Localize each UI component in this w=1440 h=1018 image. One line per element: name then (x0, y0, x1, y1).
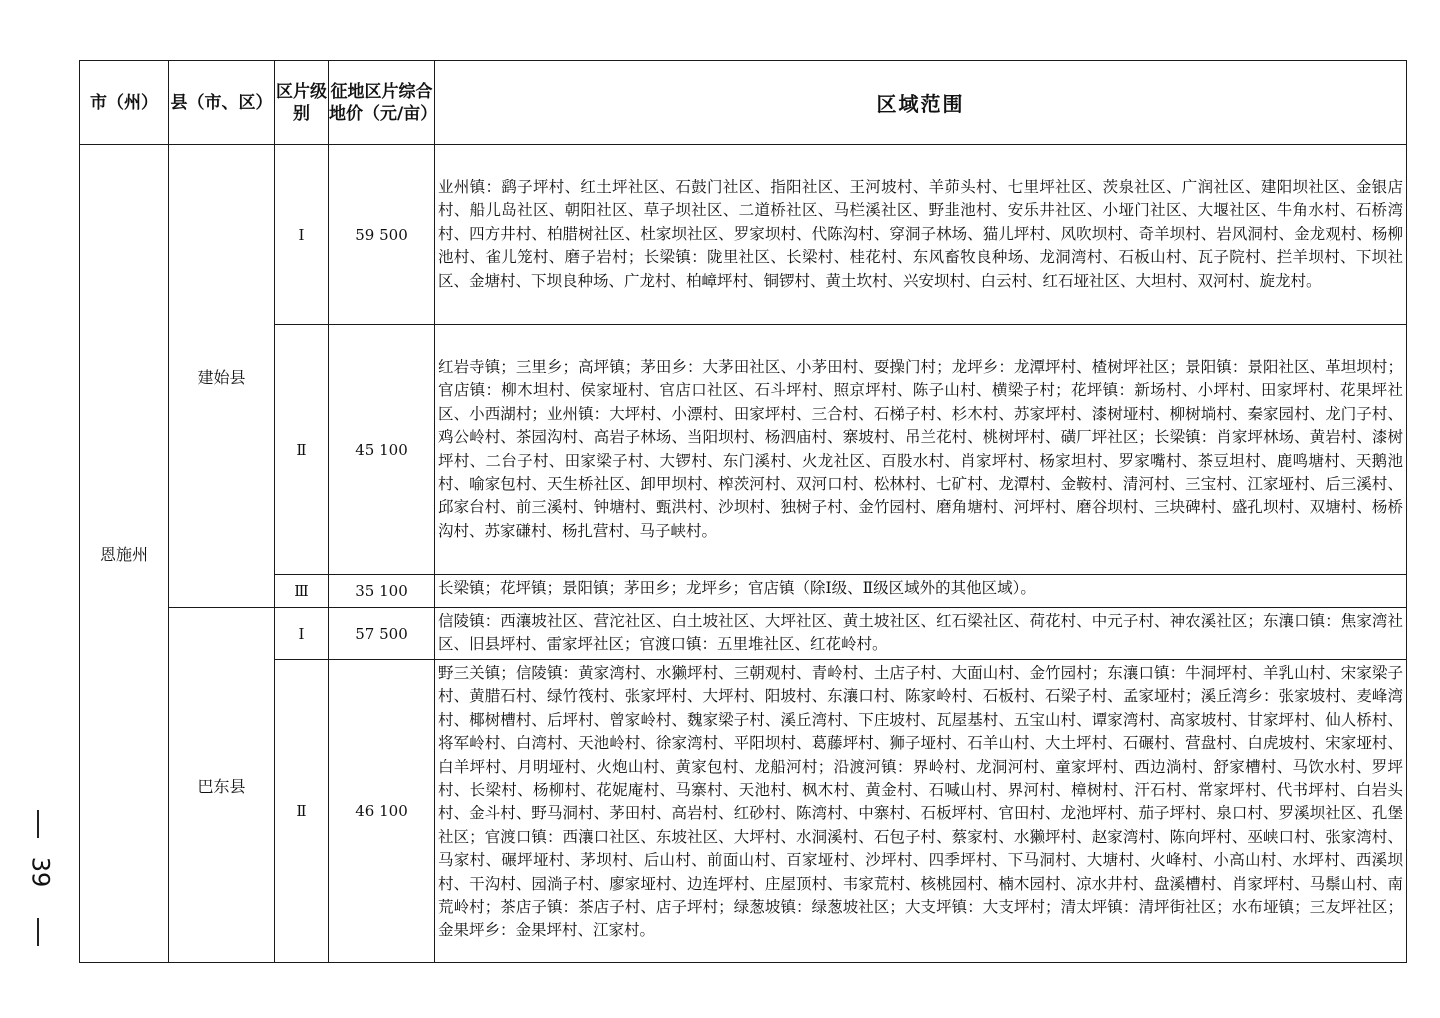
header-range: 区域范围 (435, 61, 1407, 145)
price-cell: 57 500 (329, 608, 435, 660)
page-number-text: 39 (26, 856, 55, 888)
page-number-dash-bottom (37, 918, 39, 946)
price-cell: 35 100 (329, 575, 435, 608)
land-price-table (79, 60, 1407, 963)
county-cell: 巴东县 (169, 608, 275, 963)
city-cell: 恩施州 (80, 145, 169, 963)
header-level: 区片级别 (275, 61, 329, 145)
level-cell: Ⅰ (275, 608, 329, 660)
level-cell: Ⅲ (275, 575, 329, 608)
range-cell: 野三关镇；信陵镇：黄家湾村、水獭坪村、三朝观村、青岭村、土店子村、大面山村、金竹园村；东瀼口镇：牛洞坪村、羊乳山村、宋家梁子村、黄腊石村、绿竹筏村、张家坪村、大坪村、阳坡村、东瀼口村、陈家岭村、石板村、石梁子村、孟家垭村；溪丘湾乡：张家坡村、麦峰湾村、椰树槽村、后坪村、曾家岭村、魏家梁子村、溪丘湾村、下庄坡村、瓦屋基村、五宝山村、谭家湾村、高家坡村、甘家坪村、仙人桥村、将军岭村、白湾村、天池岭村、徐家湾村、平阳坝村、葛藤坪村、狮子垭村、石羊山村、大土坪村、石碾村、营盘村、白虎坡村、宋家垭村、白羊坪村、月明垭村、火炮山村、黄家包村、龙船河村；沿渡河镇：界岭村、龙洞河村、童家坪村、西边淌村、舒家槽村、马饮水村、罗坪村、长梁村、杨柳村、花妮庵村、马寨村、天池村、枫木村、黄金村、石喊山村、界河村、樟树村、汗石村、常家坪村、代书坪村、白岩头村、金斗村、野马洞村、茅田村、高岩村、红砂村、陈湾村、中寨村、石板坪村、官田村、龙池坪村、茄子坪村、泉口村、罗溪坝社区、孔堡社区；官渡口镇：西瀼口社区、东坡社区、大坪村、水洞溪村、石包子村、蔡家村、水獭坪村、赵家湾村、陈向坪村、巫峡口村、张家湾村、马家村、碾坪垭村、茅坝村、后山村、前面山村、百家垭村、沙坪村、四季坪村、下马洞村、大塘村、火峰村、小高山村、水坪村、西溪坝村、干沟村、园淌子村、廖家垭村、边连坪村、庄屋顶村、韦家荒村、核桃园村、楠木园村、凉水井村、盘溪槽村、肖家坪村、马鬃山村、南荒岭村；茶店子镇：茶店子村、店子坪村；绿葱坡镇：绿葱坡社区；大支坪镇：大支坪村；清太坪镇：清坪街社区；水布垭镇；三友坪社区；金果坪乡：金果坪村、江家村。 (435, 660, 1407, 963)
table-row (80, 325, 1407, 575)
county-cell: 建始县 (169, 145, 275, 608)
page-number-dash-top (37, 810, 39, 838)
level-cell: Ⅱ (275, 660, 329, 963)
range-cell: 红岩寺镇；三里乡；高坪镇；茅田乡：大茅田社区、小茅田村、耍操门村；龙坪乡：龙潭坪村、楂树坪社区；景阳镇：景阳社区、革坦坝村；官店镇：柳木坦村、侯家垭村、官店口社区、石斗坪村、照京坪村、陈子山村、横梁子村；花坪镇：新场村、小坪村、田家坪村、花果坪社区、小西湖村；业州镇：大坪村、小漂村、田家坪村、三合村、石梯子村、杉木村、苏家坪村、漆树垭村、柳树埫村、秦家园村、龙门子村、鸡公岭村、茶园沟村、高岩子林场、当阳坝村、杨泗庙村、寨坡村、吊兰花村、桃树坪村、磺厂坪社区；长梁镇：肖家坪林场、黄岩村、漆树坪村、二台子村、田家梁子村、大锣村、东门溪村、火龙社区、百股水村、肖家坪村、杨家坦村、罗家嘴村、茶豆坦村、鹿鸣塘村、天鹅池村、喻家包村、天生桥社区、卸甲坝村、榨茨河村、双河口村、松林村、七矿村、龙潭村、金鞍村、清河村、三宝村、江家垭村、后三溪村、邱家台村、前三溪村、钟塘村、甄洪村、沙坝村、独树子村、金竹园村、磨角塘村、河坪村、磨谷坝村、三块碑村、盛孔坝村、双塘村、杨桥沟村、苏家磏村、杨扎营村、马子峡村。 (435, 325, 1407, 575)
table-row (80, 608, 1407, 660)
header-row (80, 61, 1407, 145)
header-price: 征地区片综合地价（元/亩） (329, 61, 435, 145)
header-city: 市（州） (80, 61, 169, 145)
range-cell: 业州镇：鹞子坪村、红土坪社区、石鼓门社区、指阳社区、王河坡村、羊茆头村、七里坪社区、茨泉社区、广润社区、建阳坝社区、金银店村、船儿岛社区、朝阳社区、草子坝社区、二道桥社区、马栏溪社区、野韭池村、安乐井社区、小垭门社区、大堰社区、牛角水村、石桥湾村、四方井村、柏腊树社区、杜家坝社区、罗家坝村、代陈沟村、穿洞子林场、猫儿坪村、风吹坝村、奇羊坝村、岩风洞村、金龙观村、杨柳池村、雀儿笼村、磨子岩村；长梁镇：陇里社区、长梁村、桂花村、东风畜牧良种场、龙洞湾村、石板山村、瓦子院村、拦羊坝村、下坝社区、金塘村、下坝良种场、广龙村、柏嶂坪村、铜锣村、黄土坎村、兴安坝村、白云村、红石垭社区、大坦村、双河村、旋龙村。 (435, 145, 1407, 325)
price-cell: 59 500 (329, 145, 435, 325)
price-cell: 45 100 (329, 325, 435, 575)
price-cell: 46 100 (329, 660, 435, 963)
table-row (80, 660, 1407, 963)
level-cell: Ⅱ (275, 325, 329, 575)
range-cell: 信陵镇：西瀼坡社区、营沱社区、白土坡社区、大坪社区、黄土坡社区、红石梁社区、荷花村、中元子村、神农溪社区；东瀼口镇：焦家湾社区、旧县坪村、雷家坪社区；官渡口镇：五里堆社区、红花岭村。 (435, 608, 1407, 660)
table-row (80, 145, 1407, 325)
header-county: 县（市、区） (169, 61, 275, 145)
page-number (23, 810, 53, 950)
level-cell: Ⅰ (275, 145, 329, 325)
table-row (80, 575, 1407, 608)
range-cell: 长梁镇；花坪镇；景阳镇；茅田乡；龙坪乡；官店镇（除Ⅰ级、Ⅱ级区域外的其他区域）。 (435, 575, 1407, 608)
